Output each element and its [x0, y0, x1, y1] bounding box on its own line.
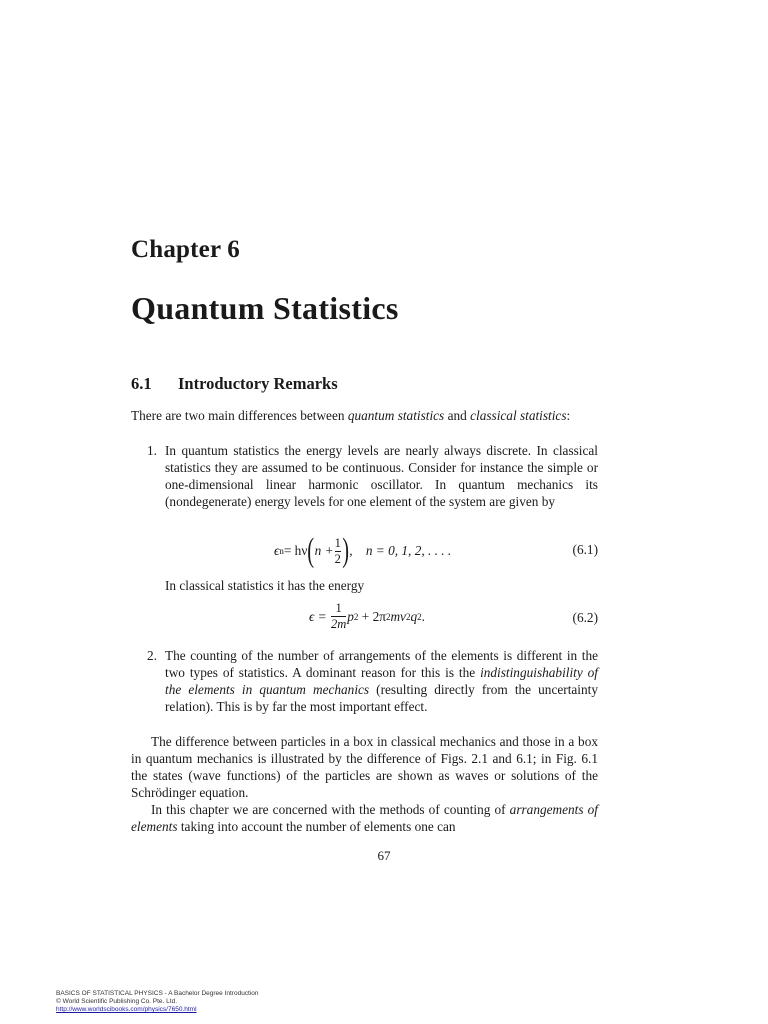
- eq2-frac-denominator: 2m: [330, 617, 347, 631]
- list-item-number: 2.: [147, 648, 157, 663]
- eq1-frac-denominator: 2: [334, 551, 341, 566]
- eq1-paren-open: (: [307, 532, 315, 569]
- page-number: 67: [377, 848, 391, 863]
- eq1-lhs-subscript: n: [279, 546, 284, 556]
- equation-number: (6.2): [572, 610, 598, 625]
- eq2-end: .: [421, 608, 425, 624]
- list-item-text: In quantum statistics the energy levels are nearly always discrete. In classical statistics they are assumed to be continuous. Consider for instance the simple or one-dimensional linear harmonic oscillator. In quantum mechanics its (nondegenerate) energy levels for one element of the system are given by: [165, 443, 598, 509]
- list-item-2: [131, 647, 598, 715]
- para2-emphasis: arrangements of elements: [131, 802, 598, 834]
- item2-text-1: The counting of the number of arrangements of the elements is different in the two types of statistics. A dominant reason for this is the: [165, 648, 598, 680]
- eq1-fraction: [335, 537, 341, 566]
- eq2-fraction: [331, 602, 346, 631]
- intro-text-3: :: [566, 408, 571, 423]
- copyright-footer: [56, 990, 259, 1014]
- eq1-tail: , n = 0, 1, 2, . . . .: [349, 543, 452, 558]
- para2-text-1: In this chapter we are concerned with the methods of counting of: [151, 802, 510, 817]
- body-paragraph-2: [131, 801, 598, 835]
- list-item-number: 1.: [147, 443, 157, 458]
- intro-text-2: and: [444, 408, 471, 423]
- item2-emphasis: indistinguishability of the elements in quantum mechanics: [165, 665, 598, 697]
- eq1-inner: n +: [314, 543, 334, 558]
- intro-paragraph: [131, 407, 598, 424]
- eq2-m-nu: mν: [390, 608, 406, 624]
- section-heading: [131, 374, 338, 394]
- intro-emphasis-classical: classical statistics: [470, 408, 567, 423]
- body-paragraph-1: The difference between particles in a box in classical mechanics and those in a box in quantum mechanics is illustrated by the difference of Figs. 2.1 and 6.1; in Fig. 6.1 the states (wave functions) of the particles are shown as waves or solutions of the Schrödinger equation.: [131, 734, 598, 800]
- eq2-plus: + 2π: [358, 608, 386, 624]
- classical-energy-text: In classical statistics it has the energy: [165, 578, 365, 593]
- list-item-1: [131, 442, 598, 510]
- section-number: 6.1: [131, 374, 152, 393]
- eq1-frac-numerator: 1: [334, 535, 341, 550]
- intro-emphasis-quantum: quantum statistics: [347, 408, 445, 423]
- footer-book-title: BASICS OF STATISTICAL PHYSICS - A Bachelor Degree Introduction: [56, 990, 259, 997]
- item2-text-2: (resulting directly from the uncertainty relation). This is by far the most important effect.: [165, 682, 598, 714]
- footer-copyright: © World Scientific Publishing Co. Pte. Ltd.: [56, 998, 178, 1005]
- footer-link[interactable]: http://www.worldscibooks.com/physics/7650.html: [56, 1006, 197, 1013]
- eq2-p: p: [347, 608, 354, 624]
- eq1-equals: = hν: [283, 543, 308, 558]
- eq2-lhs: ϵ =: [309, 608, 330, 624]
- para2-text-2: taking into account the number of elements one can: [177, 819, 456, 834]
- eq2-q: q: [410, 608, 418, 624]
- list-item-text: [165, 647, 598, 715]
- chapter-title: Quantum Statistics: [131, 290, 399, 326]
- eq1-paren-close: ): [342, 532, 349, 569]
- eq1-lhs: ϵ: [274, 543, 280, 558]
- chapter-label: Chapter 6: [131, 236, 240, 263]
- equation-number: (6.1): [572, 542, 598, 557]
- section-title: Introductory Remarks: [178, 374, 338, 393]
- intro-text-1: There are two main differences between: [131, 408, 348, 423]
- eq2-pi-exponent: 2: [385, 611, 391, 622]
- eq2-p-exponent: 2: [353, 611, 359, 622]
- eq2-nu-exponent: 2: [405, 611, 411, 622]
- eq2-q-exponent: 2: [417, 611, 422, 622]
- eq2-frac-numerator: 1: [335, 601, 342, 615]
